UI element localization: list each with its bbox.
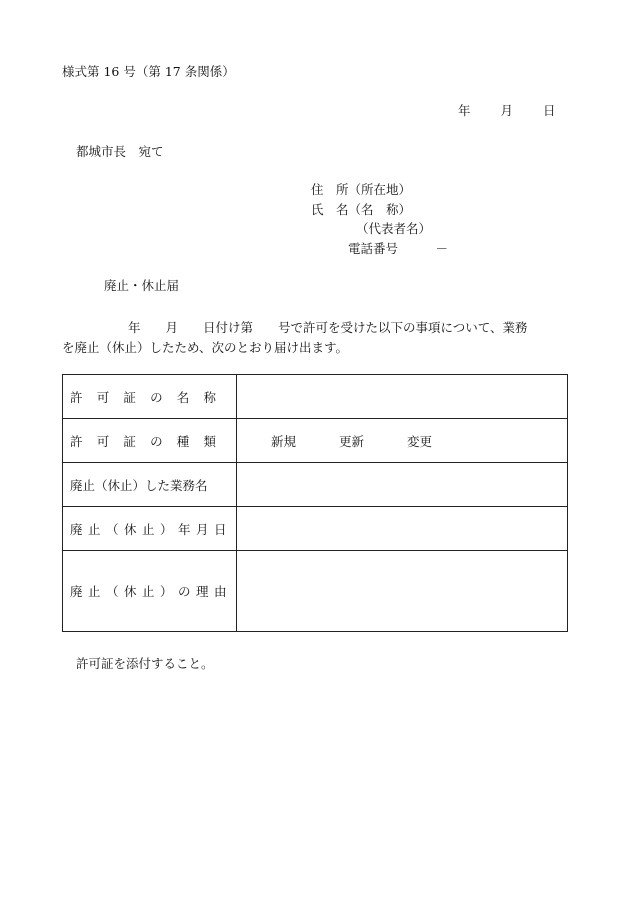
reason-label-text: 廃止（休止）の理由 xyxy=(70,584,233,599)
date-day: 日 xyxy=(543,103,556,118)
business-name-field[interactable] xyxy=(237,463,568,507)
permit-type-label xyxy=(63,419,237,463)
body-text xyxy=(62,318,572,357)
date-label-text: 廃止（休止）年月日 xyxy=(70,521,233,537)
permit-name-field[interactable] xyxy=(237,375,568,419)
permit-name-label xyxy=(63,375,237,419)
permit-type-field[interactable] xyxy=(237,419,568,463)
addressee: 都城市長 宛て xyxy=(76,144,164,159)
business-name-label xyxy=(63,463,237,507)
applicant-phone: 電話番号 － xyxy=(348,240,449,256)
body-line-2: を廃止（休止）したため、次のとおり届け出ます。 xyxy=(62,339,349,355)
body-line-1: 年 月 日付け第 号で許可を受けた以下の事項について、業務 xyxy=(128,320,528,335)
applicant-address: 住 所（所在地） xyxy=(311,182,412,197)
permit-type-option-change[interactable]: 変更 xyxy=(407,433,433,449)
applicant-representative: （代表者名） xyxy=(356,221,432,236)
date-label xyxy=(63,507,237,551)
table-row xyxy=(63,375,568,419)
business-name-label-text: 廃止（休止）した業務名 xyxy=(70,477,208,493)
reason-label xyxy=(63,551,237,632)
document-title: 廃止・休止届 xyxy=(104,278,180,293)
permit-type-label-text: 許可証の種類 xyxy=(70,433,231,449)
attachment-note: 許可証を添付すること。 xyxy=(76,656,214,671)
form-number: 様式第 16 号（第 17 条関係） xyxy=(62,64,235,79)
date-year: 年 xyxy=(458,103,471,118)
table-row xyxy=(63,551,568,632)
table-row xyxy=(63,419,568,463)
table-row xyxy=(63,463,568,507)
notification-table xyxy=(62,374,568,632)
date-field[interactable] xyxy=(237,507,568,551)
reason-field[interactable] xyxy=(237,551,568,632)
permit-name-label-text: 許可証の名称 xyxy=(70,389,231,405)
applicant-name: 氏 名（名 称） xyxy=(311,201,412,217)
table-row xyxy=(63,507,568,551)
permit-type-option-new[interactable]: 新規 xyxy=(271,433,297,449)
permit-type-option-renewal[interactable]: 更新 xyxy=(339,433,365,449)
date-line xyxy=(458,103,556,119)
applicant-block xyxy=(311,180,448,258)
date-month: 月 xyxy=(500,103,514,118)
